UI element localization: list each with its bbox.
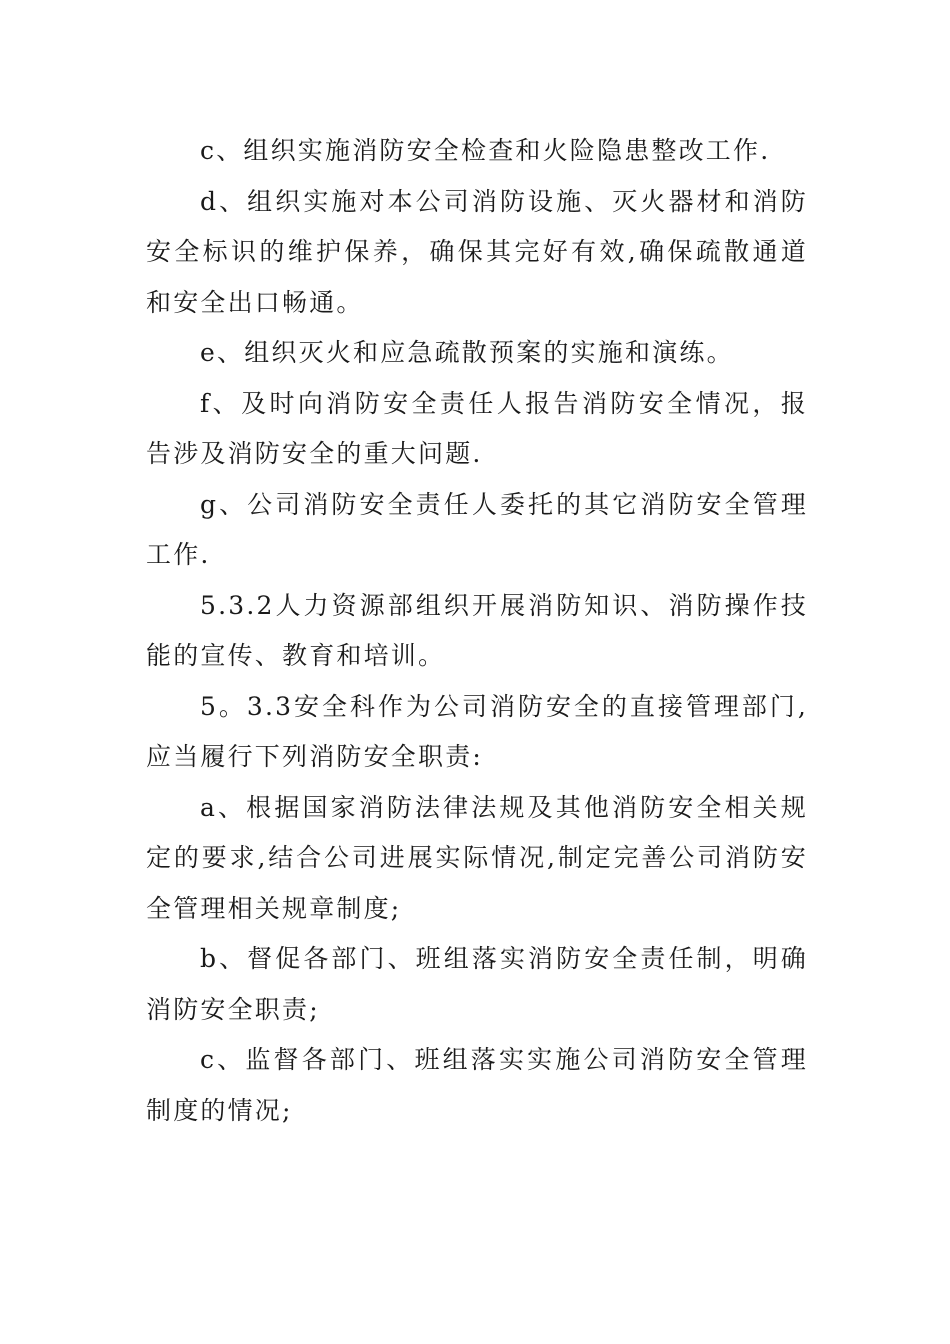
paragraph-b-responsibility-system: b、督促各部门、班组落实消防安全责任制，明确消防安全职责;	[146, 944, 808, 1024]
document-body	[146, 126, 808, 1136]
paragraph-c-supervision: c、监督各部门、班组落实实施公司消防安全管理制度的情况;	[146, 1045, 808, 1125]
paragraph-f-report-to-responsible: f、及时向消防安全责任人报告消防安全情况，报告涉及消防安全的重大问题.	[146, 388, 808, 468]
paragraph-g-other-tasks: g、公司消防安全责任人委托的其它消防安全管理工作.	[146, 489, 808, 569]
paragraph-5-3-3-safety-section: 5。3.3安全科作为公司消防安全的直接管理部门,应当履行下列消防安全职责:	[146, 691, 808, 771]
paragraph-e-emergency-drill: e、组织灭火和应急疏散预案的实施和演练。	[200, 338, 734, 367]
paragraph-5-3-2-hr-training: 5.3.2人力资源部组织开展消防知识、消防操作技能的宣传、教育和培训。	[146, 590, 808, 670]
paragraph-d-facility-maintenance: d、组织实施对本公司消防设施、灭火器材和消防安全标识的维护保养，确保其完好有效,确保疏散通道和安全出口畅通。	[146, 186, 808, 317]
paragraph-a-regulations: a、根据国家消防法律法规及其他消防安全相关规定的要求,结合公司进展实际情况,制定完善公司消防安全管理相关规章制度;	[146, 792, 808, 923]
paragraph-c-fire-inspection: c、组织实施消防安全检查和火险隐患整改工作.	[200, 136, 771, 165]
